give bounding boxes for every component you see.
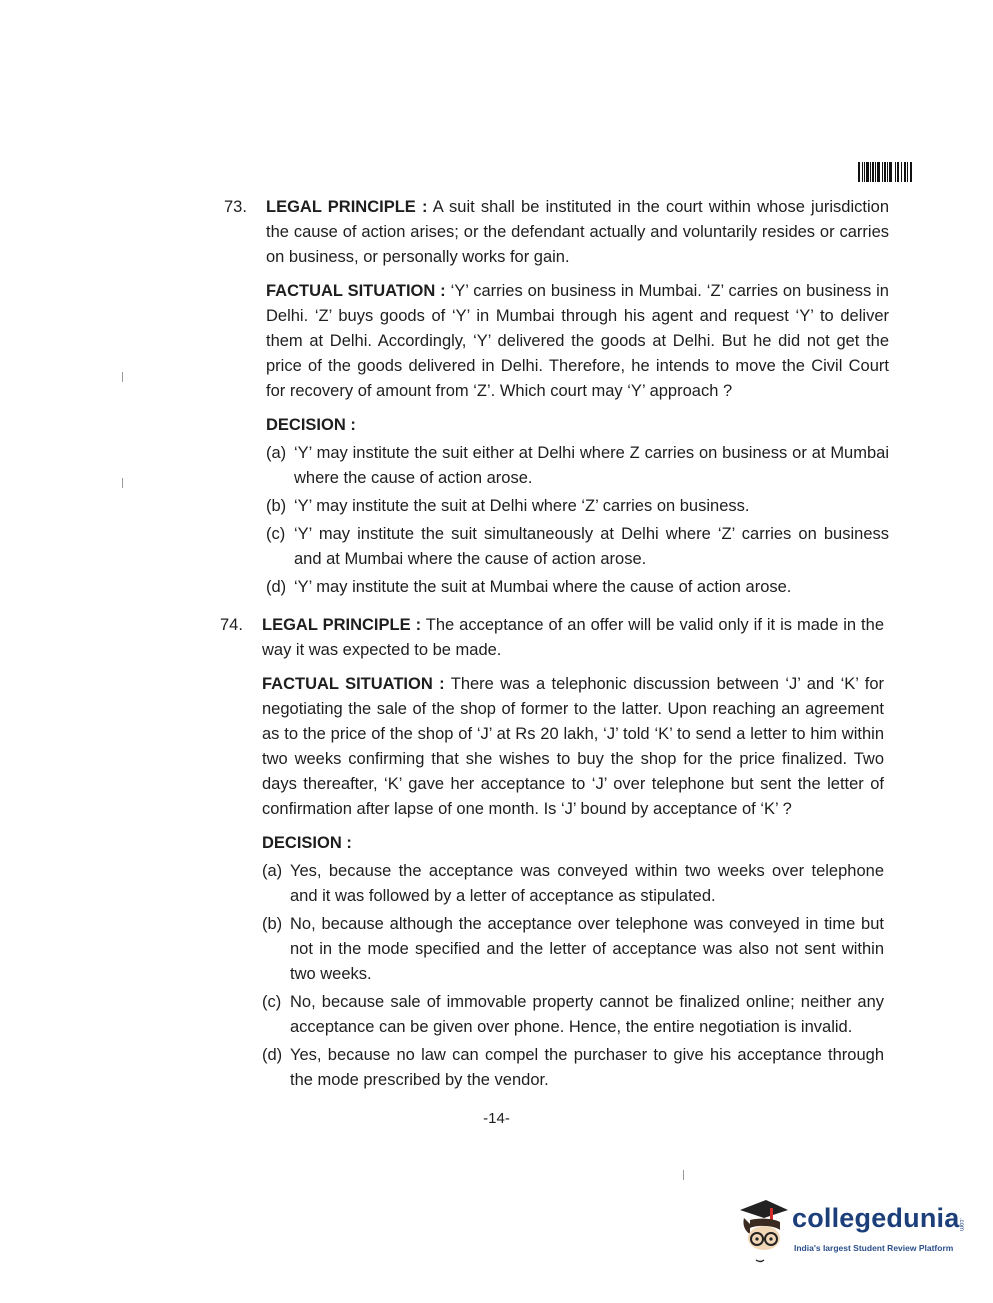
option-letter: (b) — [266, 497, 287, 515]
collegedunia-logo[interactable] — [736, 1196, 966, 1271]
logo-tagline: India's largest Student Review Platform — [794, 1243, 954, 1253]
factual-situation-label: FACTUAL SITUATION : — [266, 282, 446, 300]
option-text: ‘Y’ may institute the suit at Delhi where ‘Z’ carries on business. — [294, 497, 750, 515]
option-letter: (c) — [262, 993, 282, 1011]
option-text: Yes, because the acceptance was conveyed within two weeks over telephone and it was followed by a letter of acceptance as stipulated. — [290, 862, 884, 905]
page-number: -14- — [483, 1110, 510, 1127]
option-letter: (b) — [262, 915, 283, 933]
option-d[interactable] — [262, 1043, 884, 1093]
option-c[interactable] — [262, 990, 884, 1040]
option-b[interactable] — [262, 912, 884, 987]
mascot-icon — [736, 1196, 792, 1271]
scan-mark — [683, 1170, 684, 1180]
decision-label: DECISION : — [262, 834, 352, 852]
option-a[interactable] — [262, 859, 884, 909]
option-text: ‘Y’ may institute the suit at Mumbai where the cause of action arose. — [294, 578, 792, 596]
legal-principle-text: A suit shall be instituted in the court within whose jurisdiction the cause of action arises; or the defendant actually and voluntarily resides or carries on business, or personally works for gain. — [266, 198, 889, 266]
option-letter: (c) — [266, 525, 286, 543]
barcode — [858, 162, 922, 182]
legal-principle-label: LEGAL PRINCIPLE : — [266, 198, 428, 216]
option-text: ‘Y’ may institute the suit either at Delhi where Z carries on business or at Mumbai where the cause of action arose. — [294, 444, 889, 487]
factual-situation-label: FACTUAL SITUATION : — [262, 675, 445, 693]
legal-principle — [266, 195, 889, 270]
question-73 — [224, 195, 889, 600]
option-text: No, because sale of immovable property cannot be finalized online; neither any acceptance can be given over phone. Hence, the entire negotiation is invalid. — [290, 993, 884, 1036]
option-c[interactable] — [266, 522, 889, 572]
question-74 — [220, 613, 884, 1093]
option-letter: (d) — [262, 1046, 283, 1064]
option-letter: (d) — [266, 578, 287, 596]
decision-label: DECISION : — [266, 416, 356, 434]
factual-situation — [266, 279, 889, 404]
legal-principle — [262, 613, 884, 663]
logo-wordmark: collegedunia — [792, 1203, 960, 1233]
option-d[interactable] — [266, 575, 889, 600]
option-b[interactable] — [266, 494, 889, 519]
legal-principle-text: The acceptance of an offer will be valid only if it is made in the way it was expected to be made. — [262, 616, 884, 659]
factual-situation-text: ‘Y’ carries on business in Mumbai. ‘Z’ carries on business in Delhi. ‘Z’ buys goods of ‘Y’ in Mumbai through his agent and request ‘Y’ to deliver them at Delhi. Accordingly, ‘Y’ delivered the goods at Delhi. But he did not get the price of the goods delivered in Delhi. Therefore, he intends to move the Civil Court for recovery of amount from ‘Z’. Which court may ‘Y’ approach ? — [266, 282, 889, 400]
option-text: Yes, because no law can compel the purchaser to give his acceptance through the mode prescribed by the vendor. — [290, 1046, 884, 1089]
option-text: No, because although the acceptance over telephone was conveyed in time but not in the mode specified and the letter of acceptance was also not sent within two weeks. — [290, 915, 884, 983]
factual-situation-text: There was a telephonic discussion between ‘J’ and ‘K’ for negotiating the sale of the shop of former to the latter. Upon reaching an agreement as to the price of the shop of ‘J’ at Rs 20 lakh, ‘J’ told ‘K’ to send a letter to him within two weeks confirming that she wishes to buy the shop for the price finalized. Two days thereafter, ‘K’ gave her acceptance to ‘J’ over telephone but sent the letter of confirmation after lapse of one month. Is ‘J’ bound by acceptance of ‘K’ ? — [262, 675, 884, 818]
question-number: 73. — [224, 198, 247, 216]
scan-mark — [122, 372, 123, 382]
option-a[interactable] — [266, 441, 889, 491]
question-number: 74. — [220, 616, 243, 634]
factual-situation — [262, 672, 884, 822]
option-letter: (a) — [266, 444, 287, 462]
option-text: ‘Y’ may institute the suit simultaneously at Delhi where ‘Z’ carries on business and at Mumbai where the cause of action arose. — [294, 525, 889, 568]
legal-principle-label: LEGAL PRINCIPLE : — [262, 616, 422, 634]
logo-suffix: .com — [958, 1218, 964, 1232]
option-letter: (a) — [262, 862, 283, 880]
scan-mark — [122, 478, 123, 488]
